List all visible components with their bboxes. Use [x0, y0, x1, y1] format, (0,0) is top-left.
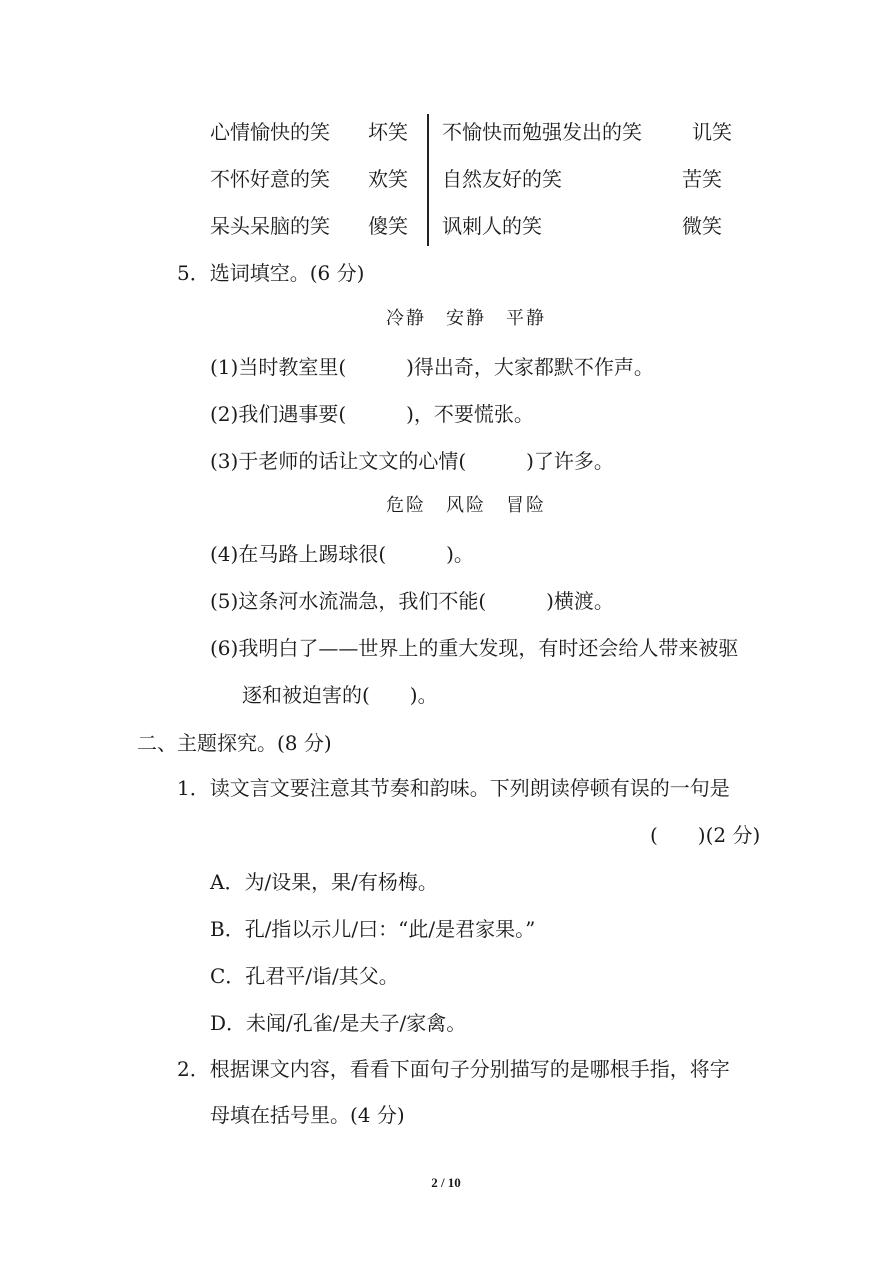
- q5-sentence-6-line2: 逐和被迫害的( )。: [242, 683, 438, 707]
- q5-sentence-6-line1: (6)我明白了——世界上的重大发现，有时还会给人带来被驱: [210, 636, 739, 660]
- left-desc-1: 心情愉快的笑: [210, 120, 330, 144]
- divider-line: [427, 114, 429, 246]
- q5-sentence-4: (4)在马路上踢球很( )。: [210, 542, 474, 566]
- q5-word-group-1: 冷静 安静 平静: [386, 308, 546, 329]
- q5-sentence-3: (3)于老师的话让文文的心情( )了许多。: [210, 449, 614, 473]
- q5-sentence-5: (5)这条河水流湍急，我们不能( )横渡。: [210, 589, 614, 613]
- s2-q1-option-d: D．未闻/孔雀/是夫子/家禽。: [210, 1011, 467, 1035]
- right-word-1: 讥笑: [692, 120, 732, 144]
- s2-q1-line1: 1．读文言文要注意其节奏和韵味。下列朗读停顿有误的一句是: [177, 776, 730, 800]
- q5-word-group-2: 危险 风险 冒险: [386, 495, 546, 516]
- right-word-3: 微笑: [682, 214, 722, 238]
- right-desc-3: 讽刺人的笑: [442, 214, 542, 238]
- s2-q1-option-a: A．为/设果，果/有杨梅。: [210, 870, 438, 894]
- left-desc-3: 呆头呆脑的笑: [210, 214, 330, 238]
- section2-title: 二、主题探究。(8 分): [137, 731, 332, 755]
- s2-q2-line1: 2．根据课文内容，看看下面句子分别描写的是哪根手指，将字: [177, 1057, 730, 1081]
- s2-q1-line2: ( )(2 分): [650, 823, 761, 847]
- q5-title: 5．选词填空。(6 分): [177, 261, 365, 285]
- q5-sentence-2: (2)我们遇事要( )，不要慌张。: [210, 402, 534, 426]
- left-desc-2: 不怀好意的笑: [210, 167, 330, 191]
- right-word-2: 苦笑: [682, 167, 722, 191]
- s2-q1-option-c: C．孔君平/诣/其父。: [210, 964, 399, 988]
- s2-q2-line2: 母填在括号里。(4 分): [210, 1103, 405, 1127]
- s2-q1-option-b: B．孔/指以示儿/曰：“此/是君家果。”: [210, 917, 536, 941]
- right-desc-2: 自然友好的笑: [442, 167, 562, 191]
- page-number: 2 / 10: [431, 1175, 461, 1190]
- q5-sentence-1: (1)当时教室里( )得出奇，大家都默不作声。: [210, 355, 654, 379]
- left-word-3: 傻笑: [368, 214, 408, 238]
- left-word-1: 坏笑: [368, 120, 408, 144]
- right-desc-1: 不愉快而勉强发出的笑: [442, 120, 642, 144]
- left-word-2: 欢笑: [368, 167, 408, 191]
